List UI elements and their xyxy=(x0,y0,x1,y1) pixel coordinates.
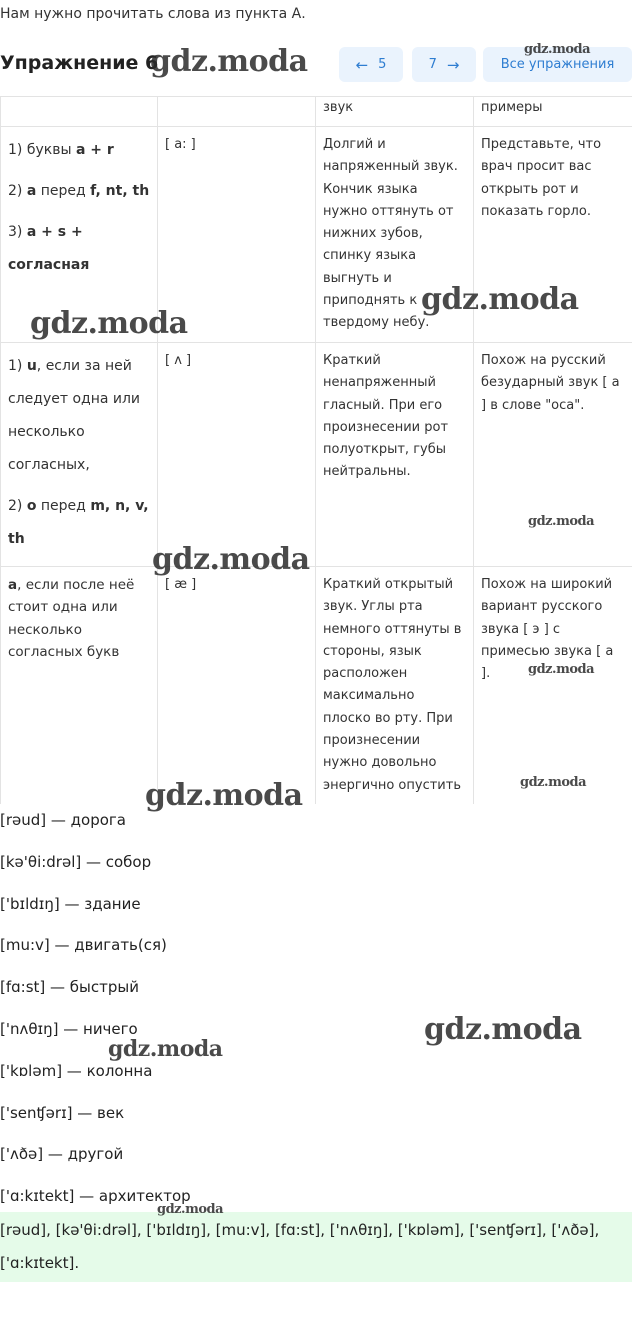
watermark-logo: gdz.moda xyxy=(424,1012,582,1047)
watermark-logo: gdz.moda xyxy=(108,1036,223,1062)
watermark-logo: gdz.moda xyxy=(30,306,188,341)
watermark-logo: gdz.moda xyxy=(528,514,595,529)
watermark-logo: gdz.moda xyxy=(157,1202,224,1217)
arrow-left-icon: ← xyxy=(355,55,369,74)
list-item: [fɑ:st] — быстрый xyxy=(0,978,139,997)
table-cell: звук xyxy=(316,97,474,127)
rule-line: 1) u, если за ней следует одна или несколько согласных, xyxy=(8,358,141,473)
table-row xyxy=(1,343,632,567)
arrow-right-icon: → xyxy=(446,55,460,74)
table-cell-rule: a, если после неё стоит одна или несколько согласных букв xyxy=(1,567,158,805)
table-cell-sound: [ ʌ ] xyxy=(158,343,316,567)
watermark-logo: gdz.moda xyxy=(152,542,310,577)
all-exercises-label: Все упражнения xyxy=(500,57,615,72)
prev-exercise-button[interactable] xyxy=(339,47,403,82)
table-row xyxy=(1,567,632,805)
list-item: ['nʌθɪŋ] — ничего xyxy=(0,1019,138,1038)
rule-line: 2) a перед f, nt, th xyxy=(8,183,150,199)
table-cell-example: Похож на русский безударный звук [ а ] в слове "оса". xyxy=(474,343,632,567)
table-cell-sound: [ a: ] xyxy=(158,127,316,343)
list-item: [rəud] — дорога xyxy=(0,811,126,829)
list-item: ['kɒləm] — колонна xyxy=(0,1061,153,1080)
list-item: ['ʌðə] — другой xyxy=(0,1145,124,1164)
rule-line: 3) a + s + согласная xyxy=(8,224,90,273)
table-cell-example: Представьте, что врач просит вас открыть рот и показать горло. xyxy=(474,127,632,343)
watermark-logo: gdz.moda xyxy=(145,778,303,813)
next-exercise-label: 7 xyxy=(428,57,437,72)
watermark-logo: gdz.moda xyxy=(524,42,591,57)
list-item: ['bɪldɪŋ] — здание xyxy=(0,894,141,913)
word-list xyxy=(0,806,191,1224)
rules-table xyxy=(0,96,632,804)
list-item: [mu:v] — двигать(ся) xyxy=(0,936,167,955)
list-item: ['senʧərɪ] — век xyxy=(0,1103,125,1122)
watermark-logo: gdz.moda xyxy=(150,44,308,79)
exercise-title: Упражнение 6 xyxy=(0,52,159,74)
table-cell-example: Похож на широкий вариант русского звука [ э ] с примесью звука [ а ]. xyxy=(474,567,632,805)
rule-line: 2) o перед m, n, v, th xyxy=(8,498,149,547)
watermark-logo: gdz.moda xyxy=(528,662,595,677)
table-cell-sound: [ æ ] xyxy=(158,567,316,805)
table-cell-description: Долгий и напряженный звук. Кончик языка нужно оттянуть от нижних зубов, спинку языка выгнуть и приподнять к твердому небу. xyxy=(316,127,474,343)
rule-line: 1) буквы a + r xyxy=(8,142,114,158)
prev-exercise-label: 5 xyxy=(378,57,387,72)
next-exercise-button[interactable] xyxy=(412,47,476,82)
table-header-row xyxy=(1,97,632,127)
table-cell-rule xyxy=(1,343,158,567)
watermark-logo: gdz.moda xyxy=(520,775,587,790)
rules-table-container xyxy=(0,96,632,804)
intro-text: Нам нужно прочитать слова из пункта А. xyxy=(0,6,306,22)
table-cell-description: Краткий открытый звук. Углы рта немного оттянуты в стороны, язык расположен максимально плоско во рту. При произнесении нужно довольно энергично опустить xyxy=(316,567,474,805)
list-item: ['ɑ:kɪtekt] — архитектор xyxy=(0,1187,191,1206)
list-item: [kə'θi:drəl] — собор xyxy=(0,852,152,871)
table-cell-description: Краткий ненапряженный гласный. При его произнесении рот полуоткрыт, губы нейтральны. xyxy=(316,343,474,567)
table-cell xyxy=(158,97,316,127)
table-cell xyxy=(1,97,158,127)
table-cell: примеры xyxy=(474,97,632,127)
watermark-logo: gdz.moda xyxy=(421,282,579,317)
answer-box: [rəud], [kə'θi:drəl], ['bɪldɪŋ], [mu:v], [fɑ:st], ['nʌθɪŋ], ['kɒləm], ['senʧərɪ], ['ʌðə], ['ɑ:kɪtekt]. xyxy=(0,1212,632,1282)
